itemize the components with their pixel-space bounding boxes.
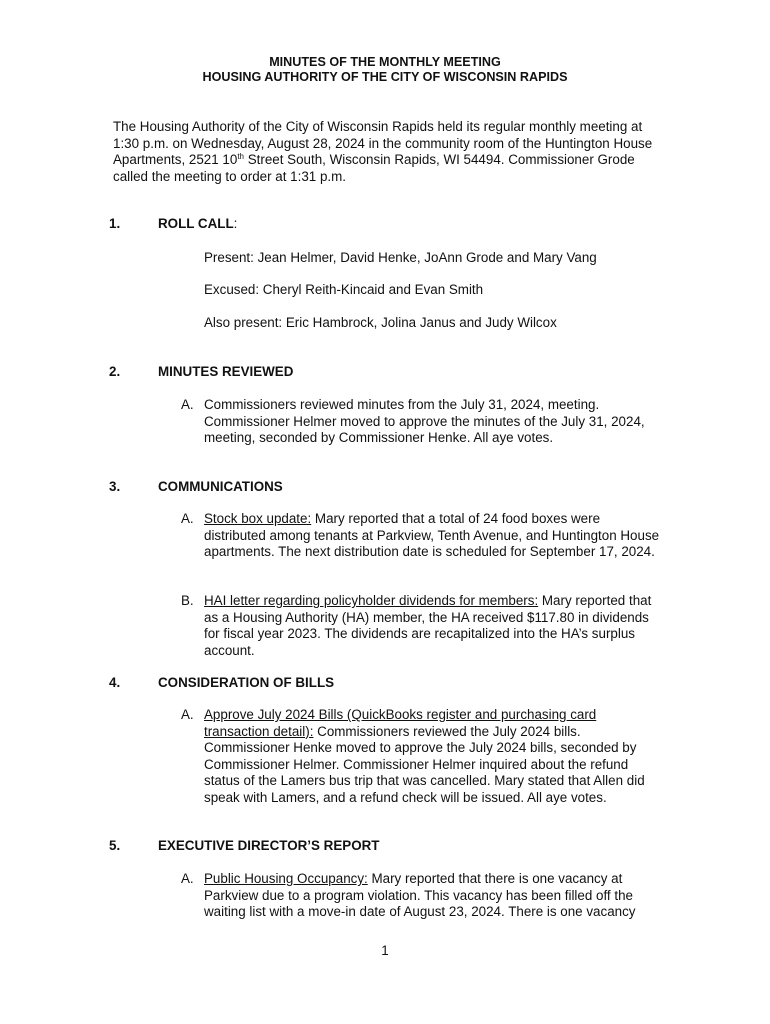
section-5-item-a-title: Public Housing Occupancy:	[204, 871, 368, 886]
section-5-item-a	[204, 871, 660, 921]
section-3-item-a	[204, 511, 660, 561]
intro-text-part-2: Street South, Wisconsin Rapids, WI 54494. Commissioner Grode called the meeting to order at 1:31 p.m.	[113, 152, 635, 184]
section-1-heading-colon: :	[233, 216, 238, 231]
roll-call-excused: Excused: Cheryl Reith-Kincaid and Evan Smith	[204, 282, 484, 297]
section-3-item-a-text: Mary reported that a total of 24 food boxes were distributed among tenants at Parkview, Tenth Avenue, and Huntington House apartments. The next distribution date is scheduled for September 17, 2024.	[204, 511, 660, 560]
intro-superscript: th	[237, 152, 244, 162]
section-4-heading: CONSIDERATION OF BILLS	[158, 675, 335, 690]
intro-text-part-1: The Housing Authority of the City of Wisconsin Rapids held its regular monthly meeting at 1:30 p.m. on Wednesday, August 28, 2024 in the community room of the Huntington House Apartments, 2521 10	[113, 119, 653, 168]
section-1-heading	[158, 216, 237, 233]
section-4-item-a-title: Approve July 2024 Bills (QuickBooks register and purchasing card transaction detail):	[204, 707, 597, 739]
section-5-number: 5.	[109, 838, 121, 853]
section-2-heading: MINUTES REVIEWED	[158, 364, 294, 379]
section-4-item-a-letter: A.	[181, 707, 194, 722]
document-title-line-1: MINUTES OF THE MONTHLY MEETING	[269, 55, 501, 69]
section-5-heading: EXECUTIVE DIRECTOR’S REPORT	[158, 838, 380, 853]
roll-call-also-present: Also present: Eric Hambrock, Jolina Janus and Judy Wilcox	[204, 315, 557, 330]
document-title-line-2: HOUSING AUTHORITY OF THE CITY OF WISCONSIN RAPIDS	[202, 70, 568, 84]
section-5-item-a-letter: A.	[181, 871, 194, 886]
section-1-number: 1.	[109, 216, 121, 231]
section-3-item-a-title: Stock box update:	[204, 511, 312, 526]
section-4-item-a-text: Commissioners reviewed the July 2024 bills. Commissioner Henke moved to approve the July 2024 bills, seconded by Commissioner Helmer. Commissioner Helmer inquired about the refund status of the Lamers bus trip that was cancelled. Mary stated that Allen did speak with Lamers, and a refund check will be issued. All aye votes.	[204, 723, 645, 805]
roll-call-present: Present: Jean Helmer, David Henke, JoAnn Grode and Mary Vang	[204, 250, 597, 265]
section-4-number: 4.	[109, 675, 121, 690]
section-1-heading-text: ROLL CALL	[158, 216, 234, 231]
intro-paragraph	[113, 119, 661, 185]
section-4-item-a	[204, 707, 660, 807]
section-3-item-b-letter: B.	[181, 593, 194, 608]
section-2-item-a-letter: A.	[181, 397, 194, 412]
page-number: 1	[381, 943, 389, 958]
section-3-item-b	[204, 593, 660, 659]
section-2-number: 2.	[109, 364, 121, 379]
section-5-item-a-text: Mary reported that there is one vacancy at Parkview due to a program violation. This vacancy has been filled off the waiting list with a move-in date of August 23, 2024. There is one vacancy	[204, 871, 636, 920]
section-3-item-b-title: HAI letter regarding policyholder dividends for members:	[204, 593, 539, 608]
section-3-number: 3.	[109, 479, 121, 494]
section-3-heading: COMMUNICATIONS	[158, 479, 283, 494]
section-2-item-a-text: Commissioners reviewed minutes from the July 31, 2024, meeting. Commissioner Helmer moved to approve the minutes of the July 31, 2024, meeting, seconded by Commissioner Henke. All aye votes.	[204, 397, 645, 446]
section-3-item-b-text: Mary reported that as a Housing Authority (HA) member, the HA received $117.80 in dividends for fiscal year 2023. The dividends are recapitalized into the HA’s surplus account.	[204, 593, 652, 658]
section-3-item-a-letter: A.	[181, 511, 194, 526]
